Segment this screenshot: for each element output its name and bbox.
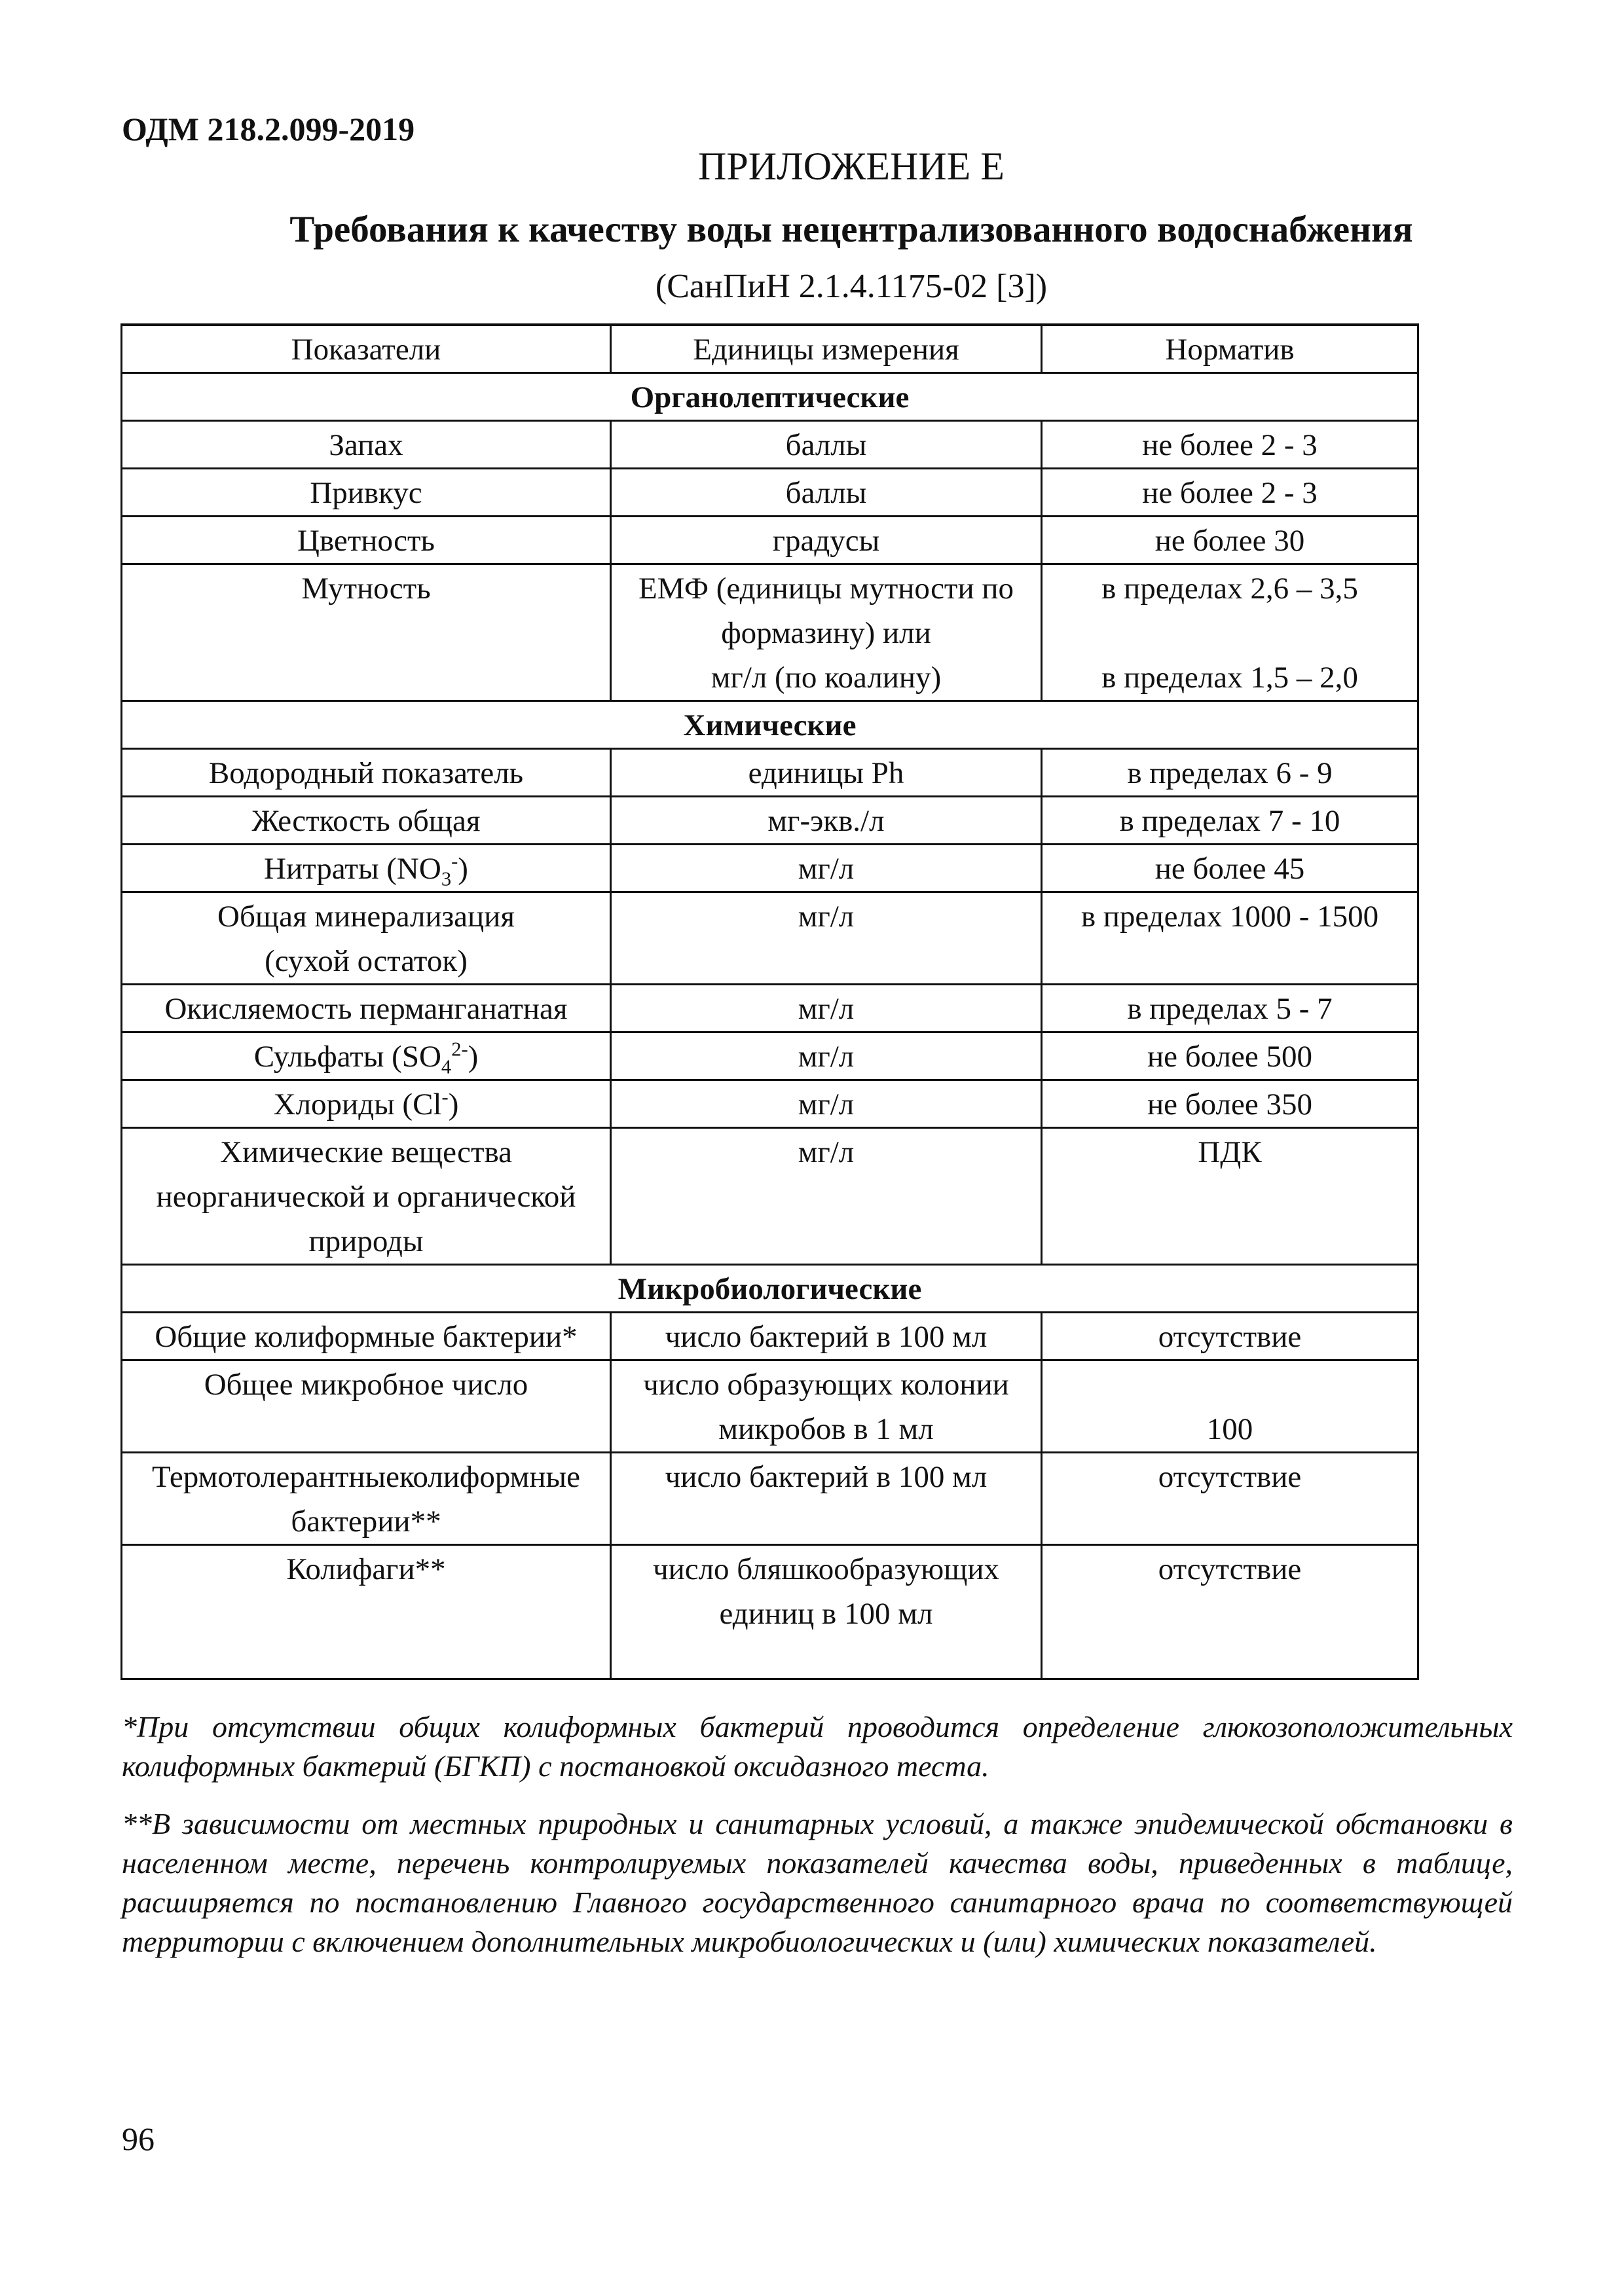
section-title: Микробиологические [122, 1265, 1418, 1313]
superscript: - [451, 850, 458, 873]
indicator-line: (сухой остаток) [265, 944, 468, 978]
footnote-1: *При отсутствии общих колиформных бактерий проводится определение глюкозоположительных колиформных бактерий (БГКП) с постановкой оксидазного теста. [122, 1710, 1513, 1783]
superscript: 2- [451, 1038, 468, 1061]
indicator-cell [122, 1032, 611, 1080]
indicator-cell: Запах [122, 421, 611, 469]
indicator-cell: Водородный показатель [122, 749, 611, 797]
unit-cell: мг/л [611, 1128, 1042, 1265]
unit-cell: мг/л [611, 985, 1042, 1032]
unit-line: число образующих колонии [643, 1368, 1009, 1402]
header-indicators: Показатели [122, 325, 611, 373]
table-row [122, 421, 1418, 469]
indicator-line: неорганической и органической [156, 1180, 576, 1214]
table-row [122, 564, 1418, 701]
indicator-line: Химические вещества [220, 1135, 512, 1169]
unit-cell: мг/л [611, 892, 1042, 985]
indicator-text: Нитраты (NO [264, 852, 441, 886]
norm-line: в пределах 2,6 – 3,5 [1101, 572, 1358, 606]
unit-line: ЕМФ (единицы мутности по [638, 572, 1014, 606]
indicator-line: Термотолерантныеколиформные [152, 1460, 580, 1494]
norm-cell: не более 45 [1042, 845, 1418, 892]
header-norm: Норматив [1042, 325, 1418, 373]
table-header-row [122, 325, 1418, 373]
norm-cell: не более 2 - 3 [1042, 469, 1418, 517]
norm-cell: отсутствие [1042, 1453, 1418, 1545]
norm-cell: ПДК [1042, 1128, 1418, 1265]
table-row [122, 1360, 1418, 1453]
unit-cell [611, 1545, 1042, 1679]
indicator-cell [122, 1080, 611, 1128]
indicator-text: Хлориды (Cl [273, 1087, 442, 1121]
table-row [122, 1128, 1418, 1265]
unit-cell: мг/л [611, 1080, 1042, 1128]
table-row [122, 985, 1418, 1032]
unit-cell: мг-экв./л [611, 797, 1042, 845]
indicator-line: природы [308, 1224, 424, 1258]
table-row [122, 845, 1418, 892]
indicator-cell: Мутность [122, 564, 611, 701]
unit-cell: число бактерий в 100 мл [611, 1453, 1042, 1545]
footnote-2: **В зависимости от местных природных и санитарных условий, а также эпидемической обстановки в населенном месте, перечень контролируемых показателей качества воды, приведенных в таблице, расширяется по постановлению Главного государственного санитарного врача по соответствующей территории с включением дополнительных микробиологических и (или) химических показателей. [122, 1807, 1513, 1958]
superscript: - [441, 1085, 449, 1108]
unit-cell: число бактерий в 100 мл [611, 1313, 1042, 1360]
table-row [122, 797, 1418, 845]
unit-cell [611, 564, 1042, 701]
unit-line: формазину) или [721, 616, 931, 650]
table-row [122, 1545, 1418, 1679]
indicator-cell [122, 1128, 611, 1265]
document-code: ОДМ 218.2.099-2019 [122, 111, 415, 147]
unit-cell: мг/л [611, 845, 1042, 892]
section-row-organoleptic [122, 373, 1418, 421]
page-title: Требования к качеству воды нецентрализованного водоснабжения [289, 209, 1413, 250]
appendix-heading: ПРИЛОЖЕНИЕ Е [698, 145, 1005, 188]
page-number: 96 [122, 2121, 155, 2157]
unit-cell [611, 1360, 1042, 1453]
norm-cell: в пределах 5 - 7 [1042, 985, 1418, 1032]
table-row [122, 1453, 1418, 1545]
section-row-chemical [122, 701, 1418, 749]
closing-paren: ) [468, 1040, 479, 1074]
norm-cell: в пределах 6 - 9 [1042, 749, 1418, 797]
norm-cell: 100 [1042, 1360, 1418, 1453]
header-units: Единицы измерения [611, 325, 1042, 373]
indicator-cell: Жесткость общая [122, 797, 611, 845]
indicator-line: Общая минерализация [217, 900, 515, 934]
indicator-cell: Общее микробное число [122, 1360, 611, 1453]
page-subtitle: (СанПиН 2.1.4.1175-02 [3]) [655, 268, 1048, 305]
norm-cell: не более 30 [1042, 517, 1418, 564]
norm-cell: отсутствие [1042, 1545, 1418, 1679]
unit-cell: градусы [611, 517, 1042, 564]
closing-paren: ) [448, 1087, 459, 1121]
water-quality-table [120, 323, 1419, 1680]
unit-cell: мг/л [611, 1032, 1042, 1080]
indicator-cell [122, 845, 611, 892]
table-row [122, 517, 1418, 564]
norm-cell: не более 500 [1042, 1032, 1418, 1080]
subscript: 3 [441, 867, 452, 890]
unit-cell: единицы Ph [611, 749, 1042, 797]
section-title: Органолептические [122, 373, 1418, 421]
indicator-cell: Колифаги** [122, 1545, 611, 1679]
norm-cell: в пределах 1000 - 1500 [1042, 892, 1418, 985]
subscript: 4 [441, 1055, 452, 1078]
unit-line: мг/л (по коалину) [710, 661, 942, 695]
section-title: Химические [122, 701, 1418, 749]
table-row [122, 469, 1418, 517]
unit-line: единиц в 100 мл [719, 1597, 933, 1631]
norm-cell: не более 350 [1042, 1080, 1418, 1128]
norm-cell: не более 2 - 3 [1042, 421, 1418, 469]
norm-cell: отсутствие [1042, 1313, 1418, 1360]
norm-line: в пределах 1,5 – 2,0 [1101, 661, 1358, 695]
indicator-cell: Общие колиформные бактерии* [122, 1313, 611, 1360]
norm-cell [1042, 564, 1418, 701]
indicator-text: Сульфаты (SO [253, 1040, 441, 1074]
unit-cell: баллы [611, 421, 1042, 469]
table-row [122, 1032, 1418, 1080]
indicator-cell [122, 1453, 611, 1545]
table-row [122, 749, 1418, 797]
indicator-line: бактерии** [291, 1504, 441, 1539]
unit-line: микробов в 1 мл [718, 1412, 934, 1446]
indicator-cell [122, 892, 611, 985]
unit-cell: баллы [611, 469, 1042, 517]
section-row-microbiological [122, 1265, 1418, 1313]
unit-line: число бляшкообразующих [652, 1552, 1000, 1586]
table-row [122, 1313, 1418, 1360]
indicator-cell: Окисляемость перманганатная [122, 985, 611, 1032]
indicator-cell: Привкус [122, 469, 611, 517]
norm-cell: в пределах 7 - 10 [1042, 797, 1418, 845]
table-row [122, 1080, 1418, 1128]
table-row [122, 892, 1418, 985]
indicator-cell: Цветность [122, 517, 611, 564]
closing-paren: ) [458, 852, 468, 886]
